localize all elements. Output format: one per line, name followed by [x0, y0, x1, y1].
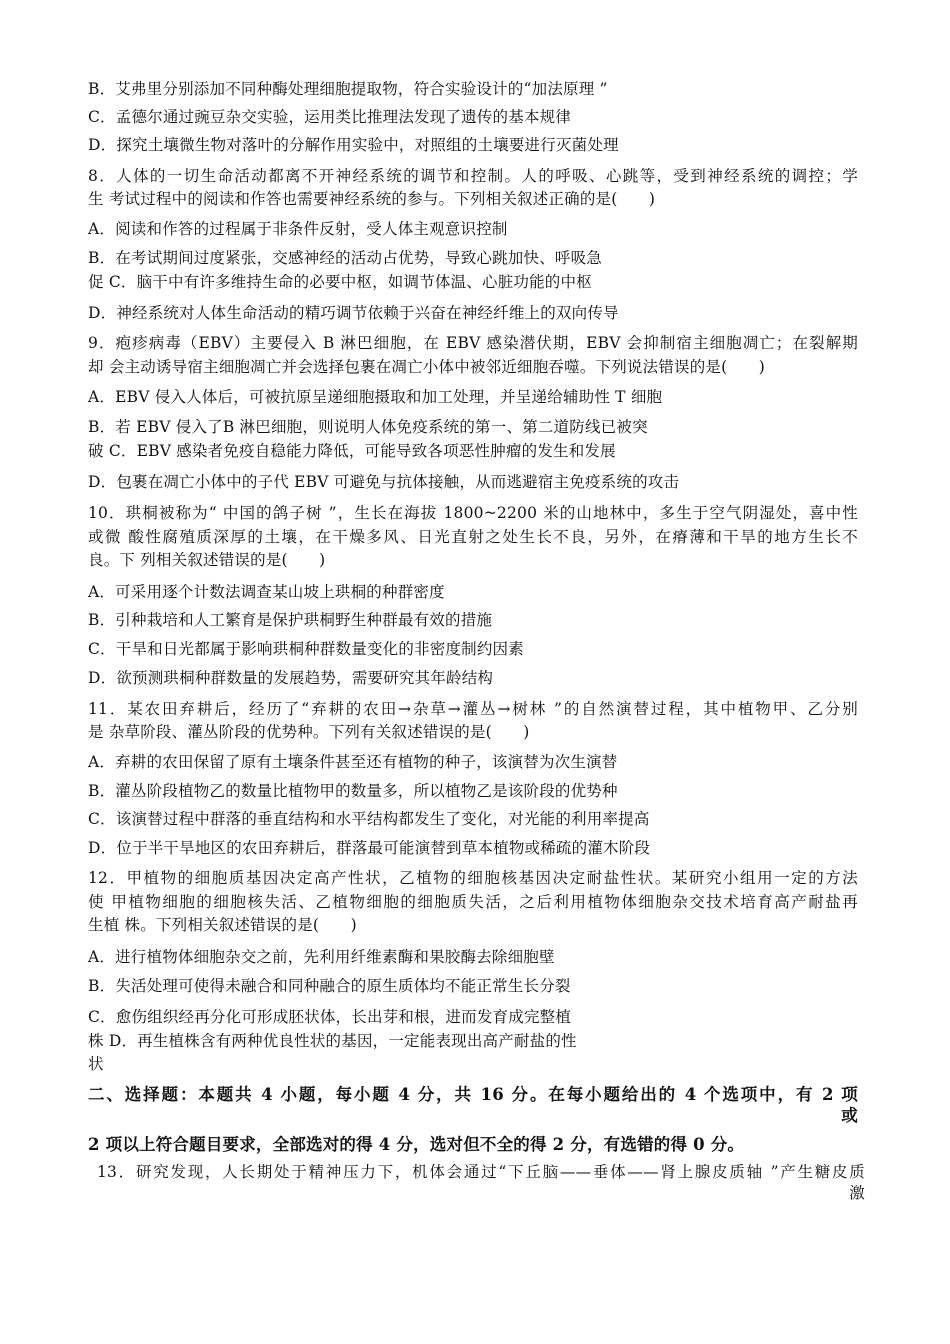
- option-7c: C．孟德尔通过豌豆杂交实验，运用类比推理法发现了遗传的基本规律: [88, 108, 572, 126]
- option-12c: C．愈伤组织经再分化可形成胚状体，长出芽和根，进而发育成完整植: [88, 1008, 572, 1026]
- option-11c: C．该演替过程中群落的垂直结构和水平结构都发生了变化，对光能的利用率提高: [88, 810, 650, 828]
- option-12b: B．失活处理可使得未融合和同种融合的原生质体均不能正常生长分裂: [88, 977, 571, 995]
- question-13-stem-line-2: 激: [849, 1184, 865, 1202]
- option-8b: B．在考试期间过度紧张，交感神经的活动占优势，导致心跳加快、呼吸急: [88, 249, 602, 267]
- question-10-stem-line-1: 10．珙桐被称为“ 中国的鸽子树 ”，生长在海拔 1800~2200 米的山地林中，多生于空气阴湿处，喜中性: [88, 504, 858, 522]
- option-9d: D．包裹在凋亡小体中的子代 EBV 可避免与抗体接触，从而逃避宿主免疫系统的攻击: [88, 473, 680, 491]
- option-11d: D．位于半干旱地区的农田弃耕后，群落最可能演替到草本植物或稀疏的灌木阶段: [88, 839, 651, 857]
- option-9b: B．若 EBV 侵入了B 淋巴细胞，则说明人体免疫系统的第一、第二道防线已被突: [88, 418, 648, 436]
- question-10-stem-line-3: 良。下 列相关叙述错误的是( ): [88, 551, 326, 569]
- option-7b: B．艾弗里分别添加不同种酶处理细胞提取物，符合实验设计的“加法原理 ”: [88, 80, 608, 98]
- question-10-stem-line-2: 或微 酸性腐殖质深厚的土壤，在干燥多风、日光直射之处生长不良，另外，在瘠薄和干旱的地方生长不: [88, 528, 858, 546]
- question-9-stem-line-2: 却 会主动诱导宿主细胞凋亡并会选择包裹在凋亡小体中被邻近细胞吞噬。下列说法错误的是( ): [88, 358, 766, 376]
- option-11b: B．灌丛阶段植物乙的数量比植物甲的数量多，所以植物乙是该阶段的优势种: [88, 782, 618, 800]
- option-10b: B．引种栽培和人工繁育是保护珙桐野生种群最有效的措施: [88, 611, 493, 629]
- option-9a: A．EBV 侵入人体后，可被抗原呈递细胞摄取和加工处理，并呈递给辅助性 T 细胞: [88, 388, 663, 406]
- question-12-stem-line-2: 使 甲植物细胞的细胞核失活、乙植物细胞的细胞质失活，之后利用植物体细胞杂交技术培育高产耐盐再: [88, 893, 858, 911]
- option-12d-continued: 状: [88, 1055, 104, 1073]
- question-12-stem-line-3: 生植 株。下列相关叙述错误的是( ): [88, 916, 357, 934]
- option-8a: A．阅读和作答的过程属于非条件反射，受人体主观意识控制: [88, 220, 508, 238]
- section-2-heading-line-3: 2 项以上符合题目要求，全部选对的得 4 分，选对但不全的得 2 分，有选错的得 0 分。: [88, 1135, 745, 1154]
- option-7d: D．探究土壤微生物对落叶的分解作用实验中，对照组的土壤要进行灭菌处理: [88, 136, 619, 154]
- question-11-stem-line-1: 11．某农田弃耕后，经历了“弃耕的农田→杂草→灌丛→树林 ”的自然演替过程，其中植物甲、乙分别: [88, 700, 858, 718]
- section-2-heading-line-1: 二、选择题：本题共 4 小题，每小题 4 分，共 16 分。在每小题给出的 4 个选项中，有 2 项: [88, 1085, 858, 1104]
- question-12-stem-line-1: 12．甲植物的细胞质基因决定高产性状，乙植物的细胞核基因决定耐盐性状。某研究小组用一定的方法: [88, 869, 858, 887]
- question-8-stem-line-1: 8．人体的一切生命活动都离不开神经系统的调节和控制。人的呼吸、心跳等，受到神经系统的调控；学: [88, 167, 858, 185]
- section-2-heading-line-2: 或: [841, 1106, 858, 1125]
- option-12d: 株 D．再生植株含有两种优良性状的基因，一定能表现出高产耐盐的性: [88, 1032, 577, 1050]
- question-9-stem-line-1: 9．疱疹病毒（EBV）主要侵入 B 淋巴细胞，在 EBV 感染潜伏期，EBV 会抑制宿主细胞凋亡；在裂解期: [88, 334, 858, 352]
- option-10a: A．可采用逐个计数法调查某山坡上珙桐的种群密度: [88, 583, 445, 601]
- option-8d: D．神经系统对人体生命活动的精巧调节依赖于兴奋在神经纤维上的双向传导: [88, 304, 619, 322]
- option-12a: A．进行植物体细胞杂交之前，先利用纤维素酶和果胶酶去除细胞壁: [88, 948, 555, 966]
- option-8c: 促 C．脑干中有许多维持生命的必要中枢，如调节体温、心脏功能的中枢: [88, 273, 592, 291]
- question-13-stem-line-1: 13．研究发现，人长期处于精神压力下，机体会通过“下丘脑——垂体——肾上腺皮质轴 ”产生糖皮质: [97, 1163, 865, 1181]
- option-10d: D．欲预测珙桐种群数量的发展趋势，需要研究其年龄结构: [88, 669, 494, 687]
- option-11a: A．弃耕的农田保留了原有土壤条件甚至还有植物的种子，该演替为次生演替: [88, 753, 618, 771]
- option-9c: 破 C．EBV 感染者免疫自稳能力降低，可能导致各项恶性肿瘤的发生和发展: [88, 442, 616, 460]
- option-10c: C．干旱和日光都属于影响珙桐种群数量变化的非密度制约因素: [88, 640, 524, 658]
- question-11-stem-line-2: 是 杂草阶段、灌丛阶段的优势种。下列有关叙述错误的是( ): [88, 723, 530, 741]
- question-8-stem-line-2: 生 考试过程中的阅读和作答也需要神经系统的参与。下列相关叙述正确的是( ): [88, 190, 656, 208]
